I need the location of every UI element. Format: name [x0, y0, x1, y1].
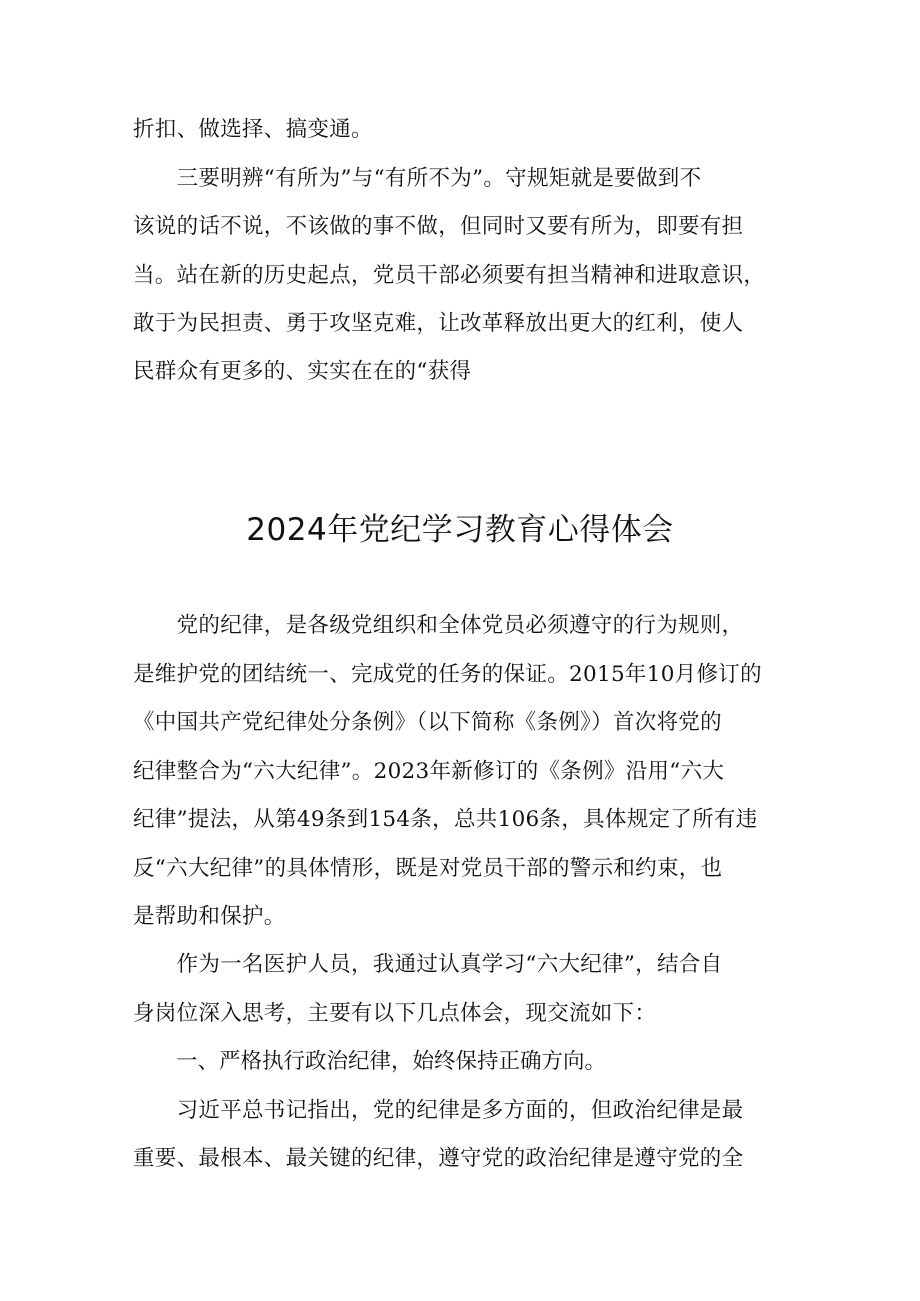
text-line: 敢于为民担责、勇于攻坚克难，让改革释放出更大的红利，使人	[133, 311, 744, 336]
text-line: 反“六大纪律”的具体情形，既是对党员干部的警示和约束，也	[133, 856, 723, 881]
text-line: 民群众有更多的、实实在在的“获得	[133, 359, 472, 384]
text-line: 习近平总书记指出，党的纪律是多方面的，但政治纪律是最	[133, 1098, 744, 1123]
text-line: 纪律整合为“六大纪律”。2023年新修订的《条例》沿用“六大	[133, 759, 725, 784]
text-line: 作为一名医护人员，我通过认真学习“六大纪律”，结合自	[133, 952, 723, 977]
text-line: 该说的话不说，不该做的事不做，但同时又要有所为，即要有担	[133, 214, 744, 239]
text-line: 是帮助和保护。	[133, 904, 286, 929]
text-line: 三要明辨“有所为”与“有所不为”。守规矩就是要做到不	[133, 166, 702, 191]
section-heading: 一、严格执行政治纪律，始终保持正确方向。	[133, 1049, 607, 1074]
text-line: 身岗位深入思考，主要有以下几点体会，现交流如下：	[133, 1001, 657, 1026]
text-line: 《中国共产党纪律处分条例》（以下简称《条例》）首次将党的	[133, 710, 722, 735]
document-title: 2024年党纪学习教育心得体会	[246, 512, 674, 548]
text-line: 纪律”提法，从第49条到154条，总共106条，具体规定了所有违	[133, 807, 758, 832]
text-line: 折扣、做选择、搞变通。	[133, 117, 373, 142]
text-line: 党的纪律，是各级党组织和全体党员必须遵守的行为规则，	[133, 613, 744, 638]
text-line: 是维护党的团结统一、完成党的任务的保证。2015年10月修订的	[133, 662, 762, 687]
text-line: 重要、最根本、最关键的纪律，遵守党的政治纪律是遵守党的全	[133, 1146, 744, 1171]
text-line: 当。站在新的历史起点，党员干部必须要有担当精神和进取意识，	[133, 263, 766, 288]
